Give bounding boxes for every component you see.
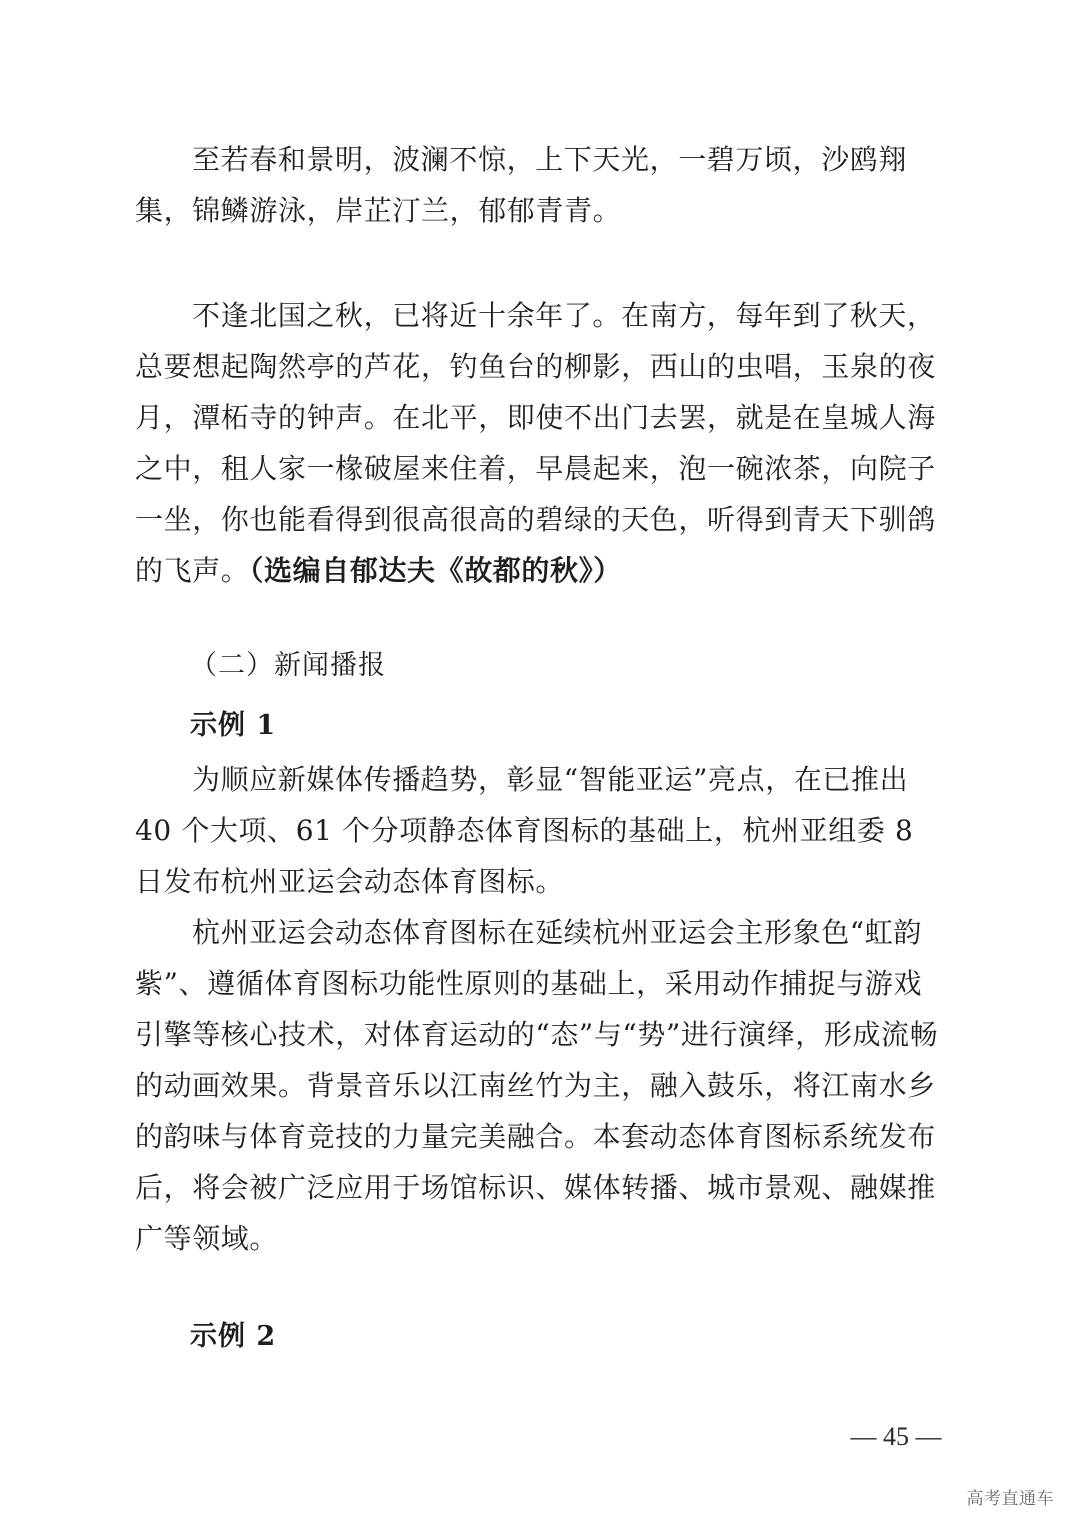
paragraph-source-note: （选编自郁达夫《故都的秋》）: [249, 554, 622, 587]
paragraph-yueyanglou-text: 至若春和景明，波澜不惊，上下天光，一碧万顷，沙鸥翔集，锦鳞游泳，岸芷汀兰，郁郁青青。: [135, 143, 908, 227]
paragraph-gudu-de-qiu-text: 不逢北国之秋，已将近十余年了。在南方，每年到了秋天，总要想起陶然亭的芦花，钓鱼台的柳影，西山的虫唱，玉泉的夜月，潭柘寺的钟声。在北平，即使不出门去罢，就是在皇城人海之中，租人家一椽破屋来住着，早晨起来，泡一碗浓茶，向院子一坐，你也能看得到很高很高的碧绿的天色，听得到青天下驯鸽的飞声。: [135, 299, 936, 587]
example-2-label: 示例 2: [190, 1321, 277, 1352]
paragraph-gudu-de-qiu: [135, 290, 945, 596]
example-1-paragraph-2: [135, 907, 945, 1264]
example-1-paragraph-1-text: 为顺应新媒体传播趋势，彰显“智能亚运”亮点，在已推出 40 个大项、61 个分项静态体育图标的基础上，杭州亚组委 8 日发布杭州亚运会动态体育图标。: [135, 763, 914, 898]
watermark: 高考直通车: [966, 1489, 1054, 1509]
section-heading-news: （二）新闻播报: [190, 650, 386, 681]
example-1-paragraph-1: [135, 754, 945, 907]
page-number: — 45 —: [850, 1422, 942, 1451]
paragraph-yueyanglou: [135, 134, 945, 236]
example-1-label: 示例 1: [190, 710, 277, 741]
example-1-paragraph-2-text: 杭州亚运会动态体育图标在延续杭州亚运会主形象色“虹韵紫”、遵循体育图标功能性原则的基础上，采用动作捕捉与游戏引擎等核心技术，对体育运动的“态”与“势”进行演绎，形成流畅的动画效果。背景音乐以江南丝竹为主，融入鼓乐，将江南水乡的韵味与体育竞技的力量完美融合。本套动态体育图标系统发布后，将会被广泛应用于场馆标识、媒体转播、城市景观、融媒推广等领域。: [135, 916, 939, 1255]
